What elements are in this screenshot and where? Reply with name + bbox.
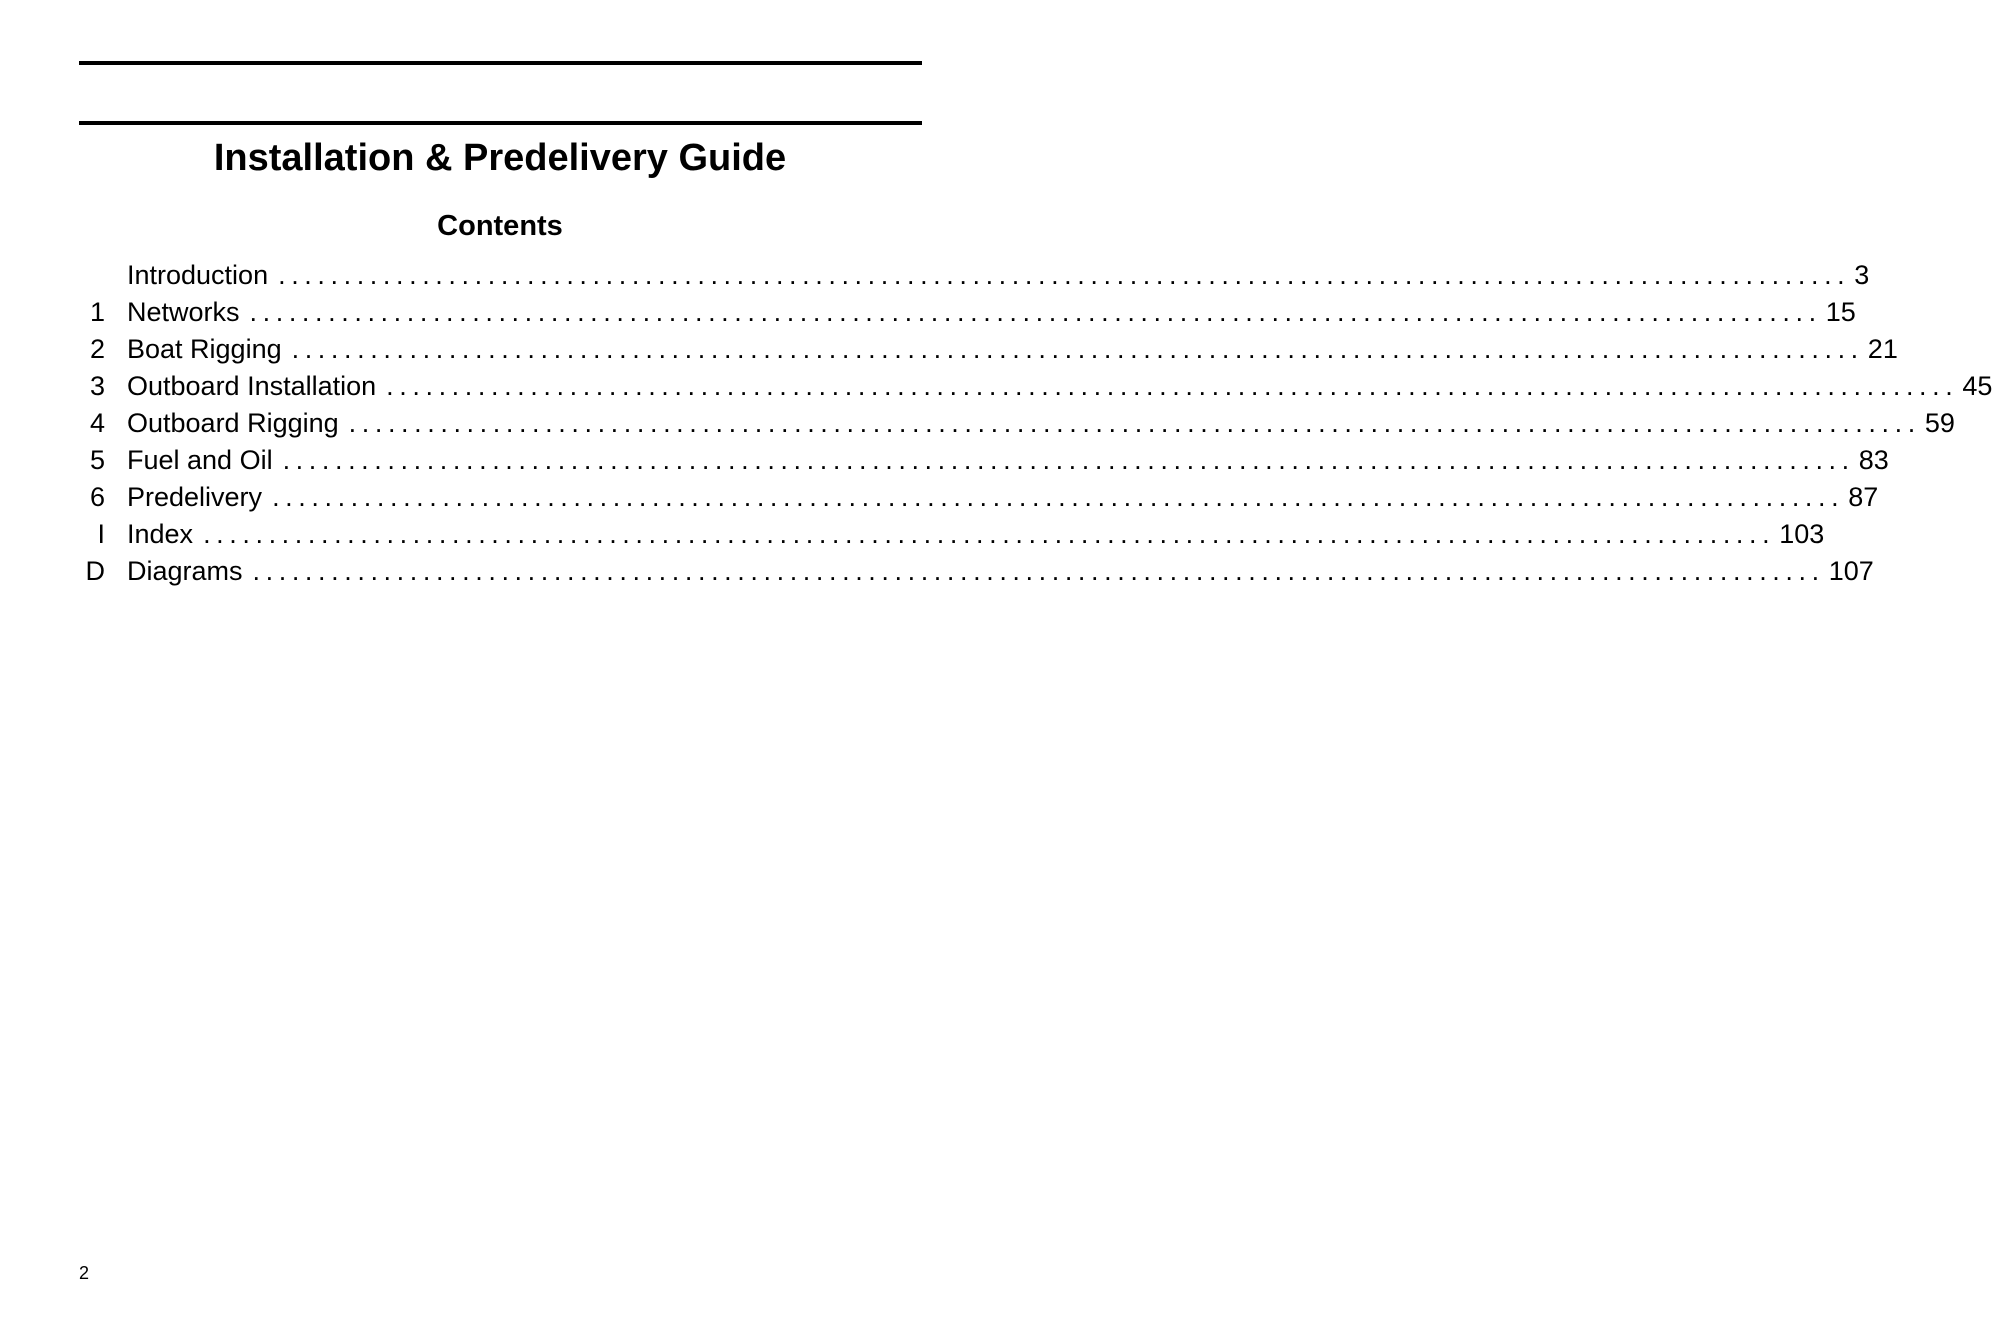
- toc-leader-dots: ........................................................................................................................: [291, 334, 1864, 364]
- top-rule: [79, 61, 922, 65]
- toc-entry-number: 3: [89, 371, 105, 401]
- title-rule: [79, 121, 922, 125]
- toc-entry-outboard-rigging[interactable]: [79, 405, 1955, 442]
- toc-leader-dots: ........................................................................................................................: [272, 482, 1845, 512]
- toc-entry-outboard-installation[interactable]: [79, 368, 1992, 405]
- toc-entry-number: 2: [89, 334, 105, 364]
- toc-entry-diagrams[interactable]: [79, 553, 1874, 590]
- toc-entry-fuel-and-oil[interactable]: [79, 442, 1889, 479]
- toc-entry-number: D: [85, 556, 105, 586]
- toc-entry-number: 6: [89, 482, 105, 512]
- toc-entry-title: Introduction: [127, 260, 269, 290]
- table-of-contents: [79, 257, 1992, 590]
- toc-leader-dots: ........................................................................................................................: [348, 408, 1921, 438]
- toc-entry-boat-rigging[interactable]: [79, 331, 1898, 368]
- toc-entry-title: Boat Rigging: [127, 334, 282, 364]
- toc-entry-title: Outboard Rigging: [127, 408, 339, 438]
- toc-leader-dots: ........................................................................................................................: [282, 445, 1855, 475]
- toc-leader-dots: ........................................................................................................................: [203, 519, 1776, 549]
- toc-entry-page: 59: [1924, 408, 1955, 438]
- toc-entry-page: 103: [1779, 519, 1825, 549]
- toc-entry-page: 15: [1825, 297, 1856, 327]
- toc-entry-networks[interactable]: [79, 294, 1856, 331]
- toc-entry-page: 87: [1848, 482, 1879, 512]
- toc-entry-number: 1: [89, 297, 105, 327]
- toc-entry-page: 107: [1828, 556, 1874, 586]
- toc-entry-page: 3: [1854, 260, 1870, 290]
- toc-entry-index[interactable]: [79, 516, 1825, 553]
- toc-leader-dots: ........................................................................................................................: [252, 556, 1825, 586]
- toc-entry-number: I: [97, 519, 105, 549]
- toc-entry-introduction[interactable]: [79, 257, 1870, 294]
- toc-entry-title: Diagrams: [127, 556, 243, 586]
- toc-entry-title: Index: [127, 519, 194, 549]
- toc-leader-dots: ........................................................................................................................: [278, 260, 1851, 290]
- toc-leader-dots: ........................................................................................................................: [386, 371, 1959, 401]
- toc-entry-page: 21: [1867, 334, 1898, 364]
- toc-entry-title: Outboard Installation: [127, 371, 377, 401]
- contents-heading: Contents: [437, 210, 563, 242]
- page-number: 2: [79, 1263, 90, 1283]
- toc-entry-title: Predelivery: [127, 482, 263, 512]
- toc-entry-number: 5: [89, 445, 105, 475]
- toc-entry-page: 83: [1858, 445, 1889, 475]
- toc-entry-title: Fuel and Oil: [127, 445, 273, 475]
- toc-entry-title: Networks: [127, 297, 240, 327]
- document-title: Installation & Predelivery Guide: [213, 137, 787, 179]
- toc-entry-page: 45: [1962, 371, 1992, 401]
- toc-entry-predelivery[interactable]: [79, 479, 1879, 516]
- toc-entry-number: 4: [89, 408, 105, 438]
- toc-leader-dots: ........................................................................................................................: [249, 297, 1822, 327]
